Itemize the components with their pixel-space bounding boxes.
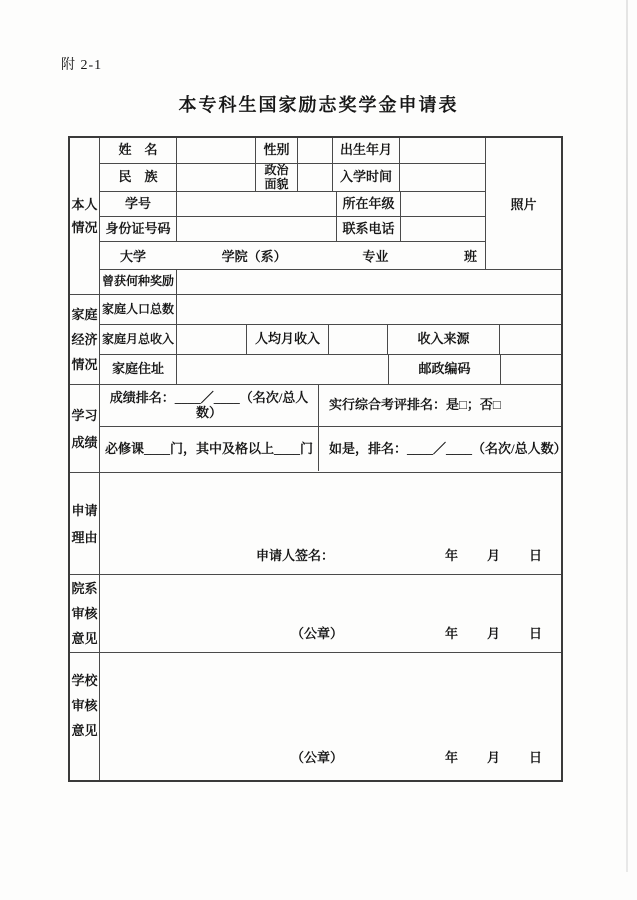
section-label-application: [70, 473, 100, 574]
photo-box: [486, 138, 561, 269]
section-label-line: 申请: [71, 502, 98, 518]
row-family-population: [100, 295, 561, 325]
per-capita-income-label: 人均月收入: [247, 325, 329, 354]
name-label: 姓 名: [100, 138, 177, 163]
row-ethnic-political-enroll: [100, 164, 485, 192]
political-status-field: [298, 164, 333, 191]
applicant-signature-label: 申请人签名：: [256, 548, 335, 563]
application-reason-area: [100, 473, 561, 574]
row-rank: [100, 385, 561, 427]
section-label-family: [70, 295, 100, 384]
section-label-line: 情况: [71, 220, 98, 235]
gender-field: [298, 138, 333, 163]
awards-label: 曾获何种奖励: [100, 270, 177, 294]
department-review-area: [100, 575, 561, 652]
postcode-label: 邮政编码: [389, 355, 501, 384]
section-school-review: [70, 653, 561, 780]
university-label: 大学: [120, 249, 147, 264]
grade-field: [401, 192, 485, 216]
application-form-table: [68, 136, 567, 782]
income-source-label: 收入来源: [388, 325, 500, 354]
row-studentid-grade: [100, 192, 485, 217]
row-idcard-phone: [100, 217, 485, 242]
section-label-academic: [70, 385, 100, 472]
section-label-line: 本人: [71, 197, 98, 212]
ethnic-label: 民 族: [100, 164, 177, 191]
ethnic-field: [177, 164, 256, 191]
name-field: [177, 138, 256, 163]
row-family-address: [100, 355, 561, 384]
scan-edge-streak: [626, 0, 628, 872]
college-label: 学院（系）: [221, 249, 287, 264]
political-label-line: 政治: [264, 162, 289, 177]
family-population-field: [177, 295, 561, 324]
grade-label: 所在年级: [337, 192, 401, 216]
school-review-date-label: 年 月 日: [444, 750, 543, 765]
monthly-income-label: 家庭月总收入: [100, 325, 177, 354]
phone-field: [401, 217, 485, 241]
required-courses-text: 必修课____门，其中及格以上____门: [100, 427, 319, 471]
school-official-seal-label: （公章）: [291, 750, 344, 765]
section-label-line: 成绩: [71, 434, 98, 450]
section-label-line: 情况: [71, 357, 98, 372]
section-label-school-review: [70, 653, 100, 780]
class-label: 班: [463, 249, 477, 264]
row-name-gender-birth: [100, 138, 485, 164]
dept-review-date-label: 年 月 日: [444, 626, 543, 641]
comprehensive-evaluation-text: 实行综合考评排名：是□；否□: [329, 397, 501, 413]
photo-label: 照片: [510, 197, 537, 212]
attachment-number: 附 2-1: [61, 58, 103, 73]
section-label-dept-review: [70, 575, 100, 652]
birth-date-field: [400, 138, 485, 163]
row-courses: [100, 427, 567, 471]
family-population-label: 家庭人口总数: [100, 295, 177, 324]
postcode-field: [501, 355, 561, 384]
political-label-line: 面貌: [264, 176, 289, 191]
section-department-review: [70, 575, 561, 653]
dept-official-seal-label: （公章）: [291, 626, 344, 641]
section-label-line: 审核: [71, 606, 98, 621]
section-label-line: 院系: [71, 581, 98, 596]
id-card-label: 身份证号码: [100, 217, 177, 241]
row-university-college-major-class: [100, 242, 485, 269]
enroll-time-label: 入学时间: [333, 164, 400, 191]
section-label-line: 家庭: [71, 307, 98, 322]
enroll-time-field: [400, 164, 485, 191]
rank-text: 成绩排名：____／____（名次/总人数）: [100, 385, 319, 426]
section-application-reason: [70, 473, 561, 575]
income-source-field: [500, 325, 561, 354]
section-family-economy: [70, 295, 561, 385]
section-label-line: 理由: [71, 529, 98, 545]
section-label-line: 经济: [71, 332, 98, 347]
section-label-personal: [70, 138, 100, 294]
family-address-label: 家庭住址: [100, 355, 177, 384]
student-id-field: [177, 192, 337, 216]
row-awards: [100, 270, 561, 294]
section-label-line: 学校: [71, 673, 98, 688]
section-label-line: 意见: [71, 631, 98, 646]
section-personal-info: [70, 138, 561, 295]
awards-field: [177, 270, 561, 294]
form-title: 本专科生国家励志奖学金申请表: [178, 95, 459, 115]
phone-label: 联系电话: [337, 217, 401, 241]
section-label-line: 意见: [71, 723, 98, 738]
section-academic-record: [70, 385, 567, 473]
application-date-label: 年 月 日: [444, 548, 543, 563]
school-review-area: [100, 653, 561, 780]
per-capita-income-field: [329, 325, 388, 354]
birth-date-label: 出生年月: [333, 138, 400, 163]
ifyes-rank-text: 如是，排名：____／____（名次/总人数）: [329, 440, 567, 456]
section-label-line: 审核: [71, 698, 98, 713]
section-label-line: 学习: [71, 407, 98, 423]
family-address-field: [177, 355, 389, 384]
id-card-field: [177, 217, 337, 241]
political-status-label: [256, 164, 298, 191]
monthly-income-field: [177, 325, 247, 354]
major-label: 专业: [362, 249, 389, 264]
student-id-label: 学号: [100, 192, 177, 216]
row-family-income: [100, 325, 561, 355]
gender-label: 性别: [256, 138, 298, 163]
